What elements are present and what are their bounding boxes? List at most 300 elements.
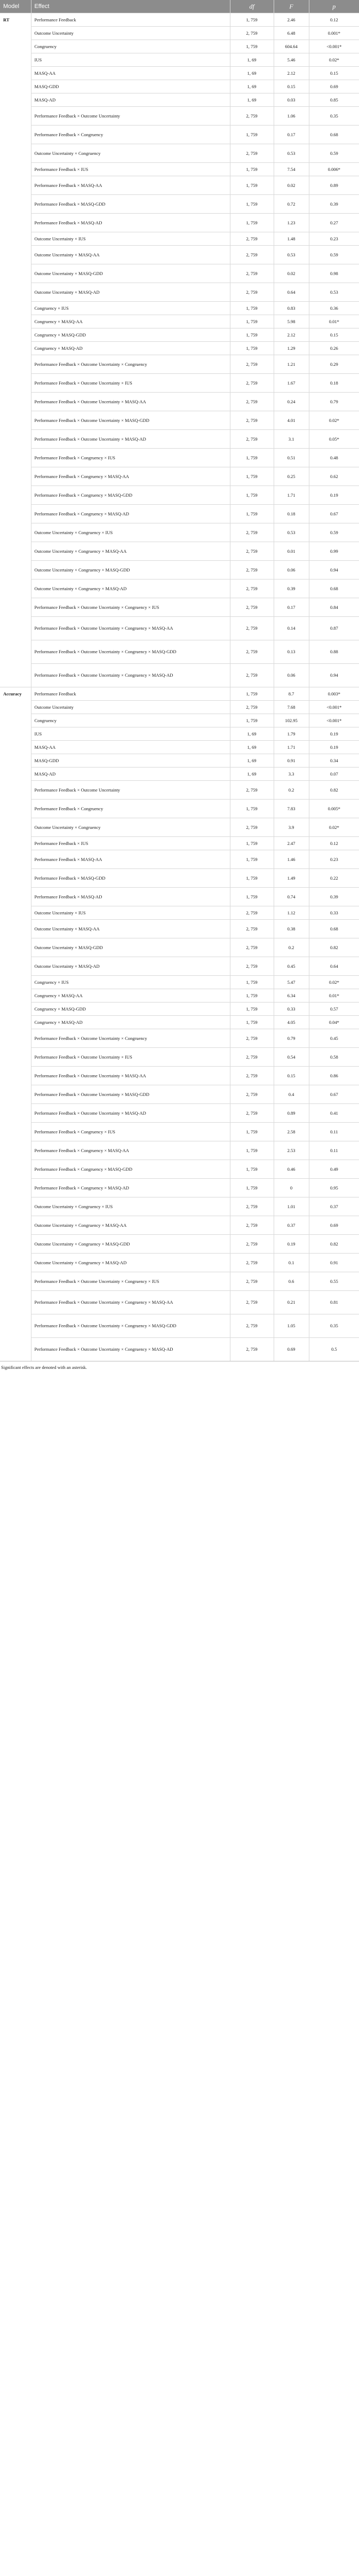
cell-p: 0.59 bbox=[309, 246, 359, 264]
cell-p: 0.69 bbox=[309, 1216, 359, 1235]
cell-effect: Performance Feedback × Outcome Uncertainty × MASQ-AD bbox=[31, 1104, 230, 1123]
cell-p: 0.11 bbox=[309, 1123, 359, 1141]
cell-effect: Performance Feedback × Outcome Uncertainty × Congruency × MASQ-AD bbox=[31, 1338, 230, 1361]
cell-f: 0.45 bbox=[274, 957, 309, 976]
cell-p: 0.29 bbox=[309, 355, 359, 374]
cell-effect: Performance Feedback × MASQ-GDD bbox=[31, 869, 230, 888]
cell-effect: Performance Feedback × Outcome Uncertainty × Congruency × MASQ-AD bbox=[31, 664, 230, 687]
cell-p: 0.67 bbox=[309, 505, 359, 523]
cell-effect: Outcome Uncertainty × Congruency × MASQ-AD bbox=[31, 580, 230, 598]
table-row bbox=[0, 781, 359, 800]
table-row bbox=[0, 1314, 359, 1338]
table-row bbox=[0, 976, 359, 989]
cell-effect: Performance Feedback bbox=[31, 687, 230, 701]
cell-f: 0.51 bbox=[274, 449, 309, 467]
table-row bbox=[0, 800, 359, 818]
cell-p: 0.79 bbox=[309, 393, 359, 411]
cell-p: 0.95 bbox=[309, 1179, 359, 1197]
cell-df: 1, 69 bbox=[230, 768, 274, 781]
cell-effect: Outcome Uncertainty × MASQ-GDD bbox=[31, 938, 230, 957]
cell-p: 0.36 bbox=[309, 302, 359, 315]
cell-effect: Performance Feedback × MASQ-AD bbox=[31, 888, 230, 906]
cell-f: 1.71 bbox=[274, 741, 309, 754]
table-row bbox=[0, 126, 359, 144]
cell-df: 2, 759 bbox=[230, 523, 274, 542]
table-row bbox=[0, 163, 359, 176]
cell-effect: Performance Feedback × IUS bbox=[31, 837, 230, 850]
cell-df: 1, 759 bbox=[230, 800, 274, 818]
cell-f: 4.01 bbox=[274, 411, 309, 430]
cell-effect: Congruency × MASQ-GDD bbox=[31, 1003, 230, 1016]
cell-df: 2, 759 bbox=[230, 580, 274, 598]
table-row bbox=[0, 1048, 359, 1067]
cell-df: 2, 759 bbox=[230, 938, 274, 957]
cell-effect: Performance Feedback × IUS bbox=[31, 163, 230, 176]
cell-f: 1.01 bbox=[274, 1197, 309, 1216]
cell-p: 0.68 bbox=[309, 580, 359, 598]
cell-df: 2, 759 bbox=[230, 1338, 274, 1361]
cell-df: 2, 759 bbox=[230, 1029, 274, 1048]
table-row bbox=[0, 505, 359, 523]
cell-p: <0.001* bbox=[309, 40, 359, 53]
table-header bbox=[0, 0, 359, 13]
cell-f: 6.48 bbox=[274, 27, 309, 40]
cell-f: 0.38 bbox=[274, 920, 309, 938]
cell-effect: Outcome Uncertainty × Congruency × MASQ-GDD bbox=[31, 561, 230, 580]
cell-effect: Performance Feedback × MASQ-AA bbox=[31, 176, 230, 195]
table-row bbox=[0, 1338, 359, 1361]
cell-f: 0.2 bbox=[274, 938, 309, 957]
cell-effect: Outcome Uncertainty × MASQ-GDD bbox=[31, 264, 230, 283]
cell-p: 0.15 bbox=[309, 328, 359, 342]
table-row bbox=[0, 411, 359, 430]
cell-df: 2, 759 bbox=[230, 355, 274, 374]
cell-effect: Congruency × MASQ-AD bbox=[31, 342, 230, 355]
table-row bbox=[0, 264, 359, 283]
cell-f: 0.03 bbox=[274, 93, 309, 107]
table-row bbox=[0, 957, 359, 976]
cell-df: 1, 69 bbox=[230, 93, 274, 107]
cell-effect: Performance Feedback × Outcome Uncertainty × IUS bbox=[31, 1048, 230, 1067]
cell-df: 2, 759 bbox=[230, 1048, 274, 1067]
cell-p: 0.07 bbox=[309, 768, 359, 781]
cell-f: 0.53 bbox=[274, 523, 309, 542]
cell-df: 1, 759 bbox=[230, 302, 274, 315]
cell-f: 0.02 bbox=[274, 264, 309, 283]
table-row bbox=[0, 374, 359, 393]
cell-f: 102.95 bbox=[274, 714, 309, 727]
table-row bbox=[0, 1104, 359, 1123]
header-model: Model bbox=[0, 0, 31, 13]
cell-p: 0.86 bbox=[309, 1067, 359, 1085]
cell-df: 1, 759 bbox=[230, 40, 274, 53]
cell-f: 0.13 bbox=[274, 640, 309, 664]
cell-effect: Performance Feedback × Congruency × MASQ-GDD bbox=[31, 1160, 230, 1179]
table-row bbox=[0, 640, 359, 664]
cell-df: 2, 759 bbox=[230, 232, 274, 246]
cell-df: 1, 759 bbox=[230, 505, 274, 523]
cell-p: 0.18 bbox=[309, 374, 359, 393]
cell-df: 1, 759 bbox=[230, 486, 274, 505]
cell-p: <0.001* bbox=[309, 701, 359, 714]
cell-f: 2.12 bbox=[274, 67, 309, 80]
table-row bbox=[0, 430, 359, 449]
cell-df: 2, 759 bbox=[230, 542, 274, 561]
cell-p: 0.67 bbox=[309, 1085, 359, 1104]
table-row bbox=[0, 664, 359, 687]
cell-p: 0.57 bbox=[309, 1003, 359, 1016]
table-row bbox=[0, 869, 359, 888]
cell-p: 0.85 bbox=[309, 93, 359, 107]
cell-f: 0.91 bbox=[274, 754, 309, 768]
cell-f: 0.79 bbox=[274, 1029, 309, 1048]
cell-f: 1.71 bbox=[274, 486, 309, 505]
cell-effect: Performance Feedback × Outcome Uncertainty bbox=[31, 781, 230, 800]
cell-effect: Congruency × MASQ-AA bbox=[31, 315, 230, 328]
cell-f: 604.64 bbox=[274, 40, 309, 53]
cell-effect: Performance Feedback × Congruency × MASQ-AA bbox=[31, 1141, 230, 1160]
cell-effect: Performance Feedback × Congruency × MASQ-AA bbox=[31, 467, 230, 486]
cell-effect: Outcome Uncertainty × Congruency × MASQ-AA bbox=[31, 1216, 230, 1235]
cell-p: 0.87 bbox=[309, 617, 359, 640]
cell-f: 5.46 bbox=[274, 53, 309, 67]
cell-f: 0.4 bbox=[274, 1085, 309, 1104]
cell-effect: Performance Feedback × Outcome Uncertainty × MASQ-GDD bbox=[31, 1085, 230, 1104]
cell-f: 0.2 bbox=[274, 781, 309, 800]
table-row bbox=[0, 1160, 359, 1179]
cell-effect: Outcome Uncertainty × MASQ-AD bbox=[31, 957, 230, 976]
cell-df: 2, 759 bbox=[230, 411, 274, 430]
cell-p: 0.005* bbox=[309, 800, 359, 818]
cell-f: 1.21 bbox=[274, 355, 309, 374]
table-row bbox=[0, 617, 359, 640]
cell-p: 0.99 bbox=[309, 542, 359, 561]
cell-df: 2, 759 bbox=[230, 107, 274, 126]
cell-effect: Outcome Uncertainty × Congruency bbox=[31, 818, 230, 837]
cell-p: 0.003* bbox=[309, 687, 359, 701]
cell-f: 0.15 bbox=[274, 80, 309, 93]
table-row bbox=[0, 40, 359, 53]
cell-df: 2, 759 bbox=[230, 617, 274, 640]
cell-p: 0.001* bbox=[309, 27, 359, 40]
cell-p: 0.98 bbox=[309, 264, 359, 283]
cell-p: 0.35 bbox=[309, 1314, 359, 1338]
cell-f: 0.06 bbox=[274, 561, 309, 580]
cell-f: 0.1 bbox=[274, 1254, 309, 1272]
cell-df: 1, 759 bbox=[230, 1016, 274, 1029]
cell-f: 0.06 bbox=[274, 664, 309, 687]
cell-effect: Performance Feedback × Outcome Uncertainty × Congruency bbox=[31, 1029, 230, 1048]
cell-f: 0.21 bbox=[274, 1291, 309, 1314]
cell-p: 0.22 bbox=[309, 869, 359, 888]
cell-effect: Performance Feedback × Congruency × IUS bbox=[31, 1123, 230, 1141]
table-row bbox=[0, 920, 359, 938]
cell-p: 0.27 bbox=[309, 214, 359, 232]
cell-effect: Performance Feedback × Outcome Uncertainty × Congruency × IUS bbox=[31, 598, 230, 617]
table-footnote: Significant effects are denoted with an asterisk. bbox=[0, 1361, 359, 1373]
cell-effect: Performance Feedback × MASQ-GDD bbox=[31, 195, 230, 214]
cell-df: 1, 759 bbox=[230, 1160, 274, 1179]
cell-f: 0.6 bbox=[274, 1272, 309, 1291]
cell-p: 0.45 bbox=[309, 1029, 359, 1048]
cell-p: 0.39 bbox=[309, 888, 359, 906]
table-row bbox=[0, 989, 359, 1003]
cell-f: 0.24 bbox=[274, 393, 309, 411]
cell-effect: Performance Feedback × Outcome Uncertainty × Congruency × MASQ-AA bbox=[31, 617, 230, 640]
cell-df: 2, 759 bbox=[230, 640, 274, 664]
cell-df: 1, 69 bbox=[230, 741, 274, 754]
table-row bbox=[0, 246, 359, 264]
table-row bbox=[0, 1291, 359, 1314]
cell-df: 2, 759 bbox=[230, 701, 274, 714]
table-row bbox=[0, 1067, 359, 1085]
cell-df: 2, 759 bbox=[230, 920, 274, 938]
header-f: F bbox=[274, 0, 309, 13]
table-row bbox=[0, 214, 359, 232]
cell-df: 1, 759 bbox=[230, 989, 274, 1003]
cell-df: 1, 759 bbox=[230, 1123, 274, 1141]
cell-df: 2, 759 bbox=[230, 1291, 274, 1314]
table-row bbox=[0, 727, 359, 741]
cell-df: 2, 759 bbox=[230, 664, 274, 687]
table-row bbox=[0, 315, 359, 328]
cell-df: 1, 69 bbox=[230, 727, 274, 741]
cell-f: 1.49 bbox=[274, 869, 309, 888]
cell-p: 0.11 bbox=[309, 1141, 359, 1160]
table-row bbox=[0, 1123, 359, 1141]
cell-df: 1, 759 bbox=[230, 1141, 274, 1160]
cell-f: 4.05 bbox=[274, 1016, 309, 1029]
cell-p: 0.41 bbox=[309, 1104, 359, 1123]
cell-f: 6.34 bbox=[274, 989, 309, 1003]
table-row bbox=[0, 232, 359, 246]
cell-f: 1.23 bbox=[274, 214, 309, 232]
cell-p: 0.33 bbox=[309, 906, 359, 920]
table-row bbox=[0, 1016, 359, 1029]
cell-p: 0.02* bbox=[309, 976, 359, 989]
cell-p: <0.001* bbox=[309, 714, 359, 727]
cell-effect: Outcome Uncertainty × Congruency bbox=[31, 144, 230, 163]
cell-df: 2, 759 bbox=[230, 1067, 274, 1085]
cell-df: 2, 759 bbox=[230, 1235, 274, 1254]
table-row bbox=[0, 561, 359, 580]
cell-p: 0.59 bbox=[309, 523, 359, 542]
cell-p: 0.48 bbox=[309, 449, 359, 467]
cell-effect: MASQ-AA bbox=[31, 67, 230, 80]
cell-f: 7.83 bbox=[274, 800, 309, 818]
cell-effect: Performance Feedback × Outcome Uncertainty × MASQ-AA bbox=[31, 1067, 230, 1085]
cell-effect: Performance Feedback × Outcome Uncertainty × Congruency bbox=[31, 355, 230, 374]
cell-effect: Congruency bbox=[31, 714, 230, 727]
cell-effect: IUS bbox=[31, 53, 230, 67]
cell-p: 0.82 bbox=[309, 781, 359, 800]
cell-df: 2, 759 bbox=[230, 374, 274, 393]
cell-p: 0.69 bbox=[309, 80, 359, 93]
cell-f: 1.48 bbox=[274, 232, 309, 246]
cell-f: 8.7 bbox=[274, 687, 309, 701]
cell-p: 0.39 bbox=[309, 195, 359, 214]
table-row bbox=[0, 1197, 359, 1216]
model-label-accuracy: Accuracy bbox=[0, 687, 31, 1361]
cell-df: 1, 759 bbox=[230, 176, 274, 195]
table-row bbox=[0, 1029, 359, 1048]
cell-f: 0.64 bbox=[274, 283, 309, 302]
cell-p: 0.59 bbox=[309, 144, 359, 163]
cell-effect: Performance Feedback × Outcome Uncertainty × Congruency × MASQ-AA bbox=[31, 1291, 230, 1314]
cell-p: 0.91 bbox=[309, 1254, 359, 1272]
cell-p: 0.55 bbox=[309, 1272, 359, 1291]
cell-p: 0.82 bbox=[309, 938, 359, 957]
cell-df: 1, 759 bbox=[230, 195, 274, 214]
cell-df: 1, 69 bbox=[230, 53, 274, 67]
cell-f: 1.79 bbox=[274, 727, 309, 741]
table-row bbox=[0, 818, 359, 837]
cell-f: 2.46 bbox=[274, 13, 309, 27]
cell-df: 1, 759 bbox=[230, 976, 274, 989]
cell-f: 7.54 bbox=[274, 163, 309, 176]
cell-f: 0.19 bbox=[274, 1235, 309, 1254]
cell-p: 0.88 bbox=[309, 640, 359, 664]
table-row bbox=[0, 355, 359, 374]
cell-p: 0.37 bbox=[309, 1197, 359, 1216]
table-body bbox=[0, 13, 359, 1361]
cell-effect: Performance Feedback × Congruency × MASQ-AD bbox=[31, 1179, 230, 1197]
cell-df: 1, 759 bbox=[230, 13, 274, 27]
cell-df: 2, 759 bbox=[230, 561, 274, 580]
cell-f: 0.17 bbox=[274, 598, 309, 617]
table-row bbox=[0, 53, 359, 67]
cell-p: 0.01* bbox=[309, 315, 359, 328]
table-row bbox=[0, 342, 359, 355]
cell-p: 0.01* bbox=[309, 989, 359, 1003]
cell-df: 2, 759 bbox=[230, 1254, 274, 1272]
cell-effect: Performance Feedback × Outcome Uncertainty × IUS bbox=[31, 374, 230, 393]
cell-f: 1.05 bbox=[274, 1314, 309, 1338]
cell-effect: Outcome Uncertainty × Congruency × IUS bbox=[31, 523, 230, 542]
model-label-rt: RT bbox=[0, 13, 31, 687]
cell-p: 0.19 bbox=[309, 741, 359, 754]
table-row bbox=[0, 837, 359, 850]
cell-f: 0.25 bbox=[274, 467, 309, 486]
cell-effect: Outcome Uncertainty × MASQ-AA bbox=[31, 920, 230, 938]
cell-p: 0.64 bbox=[309, 957, 359, 976]
cell-effect: Performance Feedback × Congruency × MASQ-GDD bbox=[31, 486, 230, 505]
cell-p: 0.94 bbox=[309, 561, 359, 580]
cell-p: 0.49 bbox=[309, 1160, 359, 1179]
cell-df: 1, 759 bbox=[230, 687, 274, 701]
cell-p: 0.53 bbox=[309, 283, 359, 302]
cell-df: 1, 759 bbox=[230, 467, 274, 486]
table-row bbox=[0, 523, 359, 542]
cell-p: 0.62 bbox=[309, 467, 359, 486]
table-row bbox=[0, 80, 359, 93]
cell-effect: Outcome Uncertainty × Congruency × MASQ-GDD bbox=[31, 1235, 230, 1254]
cell-f: 0.74 bbox=[274, 888, 309, 906]
cell-effect: MASQ-AD bbox=[31, 768, 230, 781]
table-row bbox=[0, 701, 359, 714]
cell-df: 1, 759 bbox=[230, 888, 274, 906]
cell-f: 1.67 bbox=[274, 374, 309, 393]
cell-f: 0.83 bbox=[274, 302, 309, 315]
cell-f: 0.53 bbox=[274, 246, 309, 264]
cell-df: 1, 69 bbox=[230, 80, 274, 93]
table-row bbox=[0, 1254, 359, 1272]
cell-effect: Congruency bbox=[31, 40, 230, 53]
cell-df: 2, 759 bbox=[230, 1314, 274, 1338]
table-row bbox=[0, 1003, 359, 1016]
cell-p: 0.12 bbox=[309, 13, 359, 27]
cell-effect: Performance Feedback × Congruency bbox=[31, 800, 230, 818]
table-row bbox=[0, 938, 359, 957]
cell-df: 2, 759 bbox=[230, 246, 274, 264]
cell-effect: Performance Feedback × Congruency × IUS bbox=[31, 449, 230, 467]
table-row bbox=[0, 1141, 359, 1160]
table-row bbox=[0, 741, 359, 754]
cell-p: 0.02* bbox=[309, 411, 359, 430]
cell-df: 1, 759 bbox=[230, 342, 274, 355]
table-row bbox=[0, 283, 359, 302]
cell-f: 0.14 bbox=[274, 617, 309, 640]
cell-f: 0.15 bbox=[274, 1067, 309, 1085]
table-row bbox=[0, 768, 359, 781]
table-row bbox=[0, 906, 359, 920]
cell-f: 0.17 bbox=[274, 126, 309, 144]
cell-f: 2.53 bbox=[274, 1141, 309, 1160]
table-row bbox=[0, 486, 359, 505]
cell-df: 1, 759 bbox=[230, 714, 274, 727]
cell-f: 5.47 bbox=[274, 976, 309, 989]
cell-effect: Congruency × MASQ-AD bbox=[31, 1016, 230, 1029]
cell-df: 2, 759 bbox=[230, 393, 274, 411]
cell-df: 1, 759 bbox=[230, 1179, 274, 1197]
cell-effect: Performance Feedback bbox=[31, 13, 230, 27]
cell-p: 0.94 bbox=[309, 664, 359, 687]
cell-effect: IUS bbox=[31, 727, 230, 741]
cell-effect: Outcome Uncertainty × Congruency × IUS bbox=[31, 1197, 230, 1216]
cell-p: 0.26 bbox=[309, 342, 359, 355]
cell-effect: Performance Feedback × Outcome Uncertainty × Congruency × MASQ-GDD bbox=[31, 1314, 230, 1338]
cell-f: 1.12 bbox=[274, 906, 309, 920]
cell-df: 2, 759 bbox=[230, 598, 274, 617]
cell-effect: Performance Feedback × Outcome Uncertainty × Congruency × IUS bbox=[31, 1272, 230, 1291]
cell-p: 0.12 bbox=[309, 837, 359, 850]
cell-effect: Performance Feedback × Congruency bbox=[31, 126, 230, 144]
cell-effect: Outcome Uncertainty × MASQ-AA bbox=[31, 246, 230, 264]
table-row bbox=[0, 1216, 359, 1235]
table-row bbox=[0, 687, 359, 701]
cell-effect: Congruency × MASQ-GDD bbox=[31, 328, 230, 342]
cell-p: 0.19 bbox=[309, 727, 359, 741]
cell-effect: Performance Feedback × Outcome Uncertainty × MASQ-GDD bbox=[31, 411, 230, 430]
cell-p: 0.82 bbox=[309, 1235, 359, 1254]
cell-df: 2, 759 bbox=[230, 818, 274, 837]
cell-f: 0.02 bbox=[274, 176, 309, 195]
cell-effect: Outcome Uncertainty bbox=[31, 701, 230, 714]
table-row bbox=[0, 467, 359, 486]
cell-f: 3.9 bbox=[274, 818, 309, 837]
cell-p: 0.04* bbox=[309, 1016, 359, 1029]
cell-df: 1, 759 bbox=[230, 214, 274, 232]
table-row bbox=[0, 888, 359, 906]
table-row bbox=[0, 93, 359, 107]
cell-effect: Performance Feedback × Outcome Uncertainty × MASQ-AA bbox=[31, 393, 230, 411]
cell-effect: Congruency × IUS bbox=[31, 976, 230, 989]
cell-f: 0.37 bbox=[274, 1216, 309, 1235]
cell-df: 2, 759 bbox=[230, 1272, 274, 1291]
cell-df: 1, 69 bbox=[230, 754, 274, 768]
table-row bbox=[0, 714, 359, 727]
cell-p: 0.84 bbox=[309, 598, 359, 617]
